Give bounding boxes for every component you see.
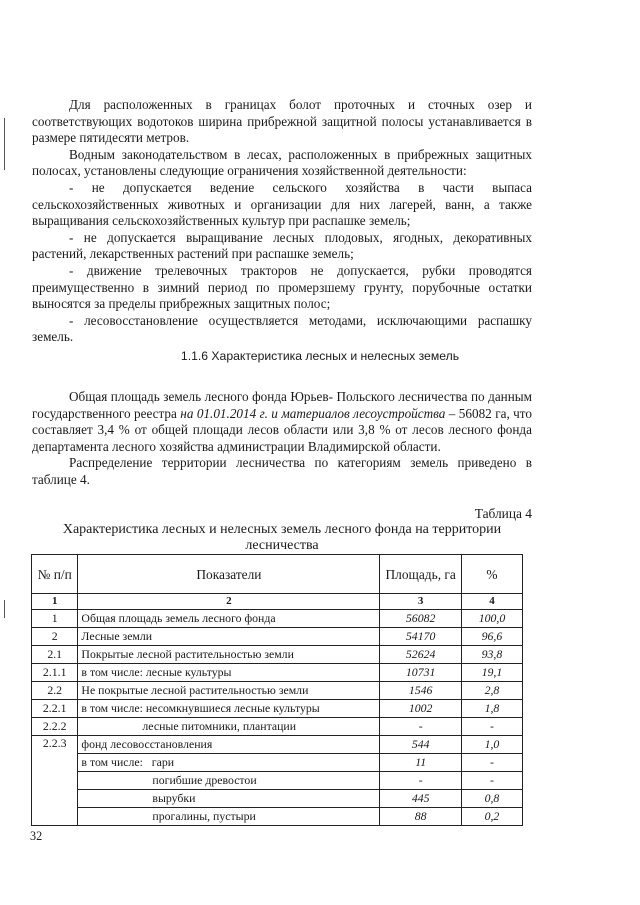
paragraph: - движение трелевочных тракторов не допускается, рубки проводятся преимущественно в зимний период по промерзшему грунту, порубочные остатки выносятся за пределы прибрежных защитных полос; xyxy=(32,262,532,312)
row-percent: 93,8 xyxy=(461,646,522,664)
row-area: 1002 xyxy=(380,700,462,718)
table-header-row xyxy=(32,555,523,594)
scan-edge-mark xyxy=(4,118,5,170)
paragraph: Водным законодательством в лесах, расположенных в прибрежных защитных полосах, установлены следующие ограничения хозяйственной деятельности: xyxy=(32,146,532,179)
row-label: Лесные земли xyxy=(78,628,380,646)
row-percent: 1,0 xyxy=(461,736,522,754)
row-label: фонд лесовосстановления xyxy=(78,736,380,754)
row-label: в том числе: несомкнувшиеся лесные культуры xyxy=(78,700,380,718)
row-percent: 100,0 xyxy=(461,610,522,628)
page-number: 32 xyxy=(30,829,43,843)
column-number-cell: 3 xyxy=(380,594,462,610)
row-area: 1546 xyxy=(380,682,462,700)
row-label: лесные питомники, плантации xyxy=(78,718,380,736)
column-number-cell: 1 xyxy=(32,594,78,610)
intro-italic-text: на 01.01.2014 г. и материалов лесоустройства xyxy=(180,405,446,421)
row-percent: - xyxy=(461,772,522,790)
column-number-cell: 2 xyxy=(78,594,380,610)
table-row xyxy=(32,754,523,772)
table-title-line: Характеристика лесных и нелесных земель лесного фонда на территории xyxy=(62,522,502,537)
table-row xyxy=(32,700,523,718)
row-area: 52624 xyxy=(380,646,462,664)
row-number: 2.2.2 xyxy=(32,718,78,736)
row-number: 2.1 xyxy=(32,646,78,664)
row-area: 445 xyxy=(380,790,462,808)
table-row xyxy=(32,718,523,736)
row-label: Покрытые лесной растительностью земли xyxy=(78,646,380,664)
row-percent: 1,8 xyxy=(461,700,522,718)
row-percent: - xyxy=(461,718,522,736)
row-label: Общая площадь земель лесного фонда xyxy=(78,610,380,628)
table-row xyxy=(32,736,523,754)
header-cell: Площадь, га xyxy=(380,555,462,594)
table-row xyxy=(32,790,523,808)
row-percent: 96,6 xyxy=(461,628,522,646)
row-area: 88 xyxy=(380,808,462,826)
row-percent: 19,1 xyxy=(461,664,522,682)
text-section-top xyxy=(32,97,532,346)
row-label: в том числе: лесные культуры xyxy=(78,664,380,682)
scan-edge-mark xyxy=(4,600,5,618)
row-label: Не покрытые лесной растительностью земли xyxy=(78,682,380,700)
table-row xyxy=(32,682,523,700)
row-number: 1 xyxy=(32,610,78,628)
column-number-cell: 4 xyxy=(461,594,522,610)
row-number: 2.1.1 xyxy=(32,664,78,682)
land-characteristics-table xyxy=(31,554,523,826)
table-row xyxy=(32,610,523,628)
table-label: Таблица 4 xyxy=(474,506,532,521)
table-row xyxy=(32,628,523,646)
row-label: погибшие древостои xyxy=(78,772,380,790)
paragraph: - не допускается выращивание лесных плодовых, ягодных, декоративных растений, лекарственных растений при распашке земель; xyxy=(32,229,532,262)
row-number: 2.2.3 xyxy=(32,736,78,826)
table-title-line: лесничества xyxy=(245,538,319,553)
paragraph: Для расположенных в границах болот проточных и сточных озер и соответствующих водотоков ширина прибрежной защитной полосы устанавливается в размере пятидесяти метров. xyxy=(32,97,532,146)
row-area: 11 xyxy=(380,754,462,772)
table-row xyxy=(32,808,523,826)
intro-text-end: – 56082 га, что составляет 3,4 % от общей площади лесов области или 3,8 % от лесов лесного фонда департамента лесного хозяйства администрации Владимирской области. xyxy=(32,405,532,454)
row-percent: 0,8 xyxy=(461,790,522,808)
row-area: 10731 xyxy=(380,664,462,682)
row-area: - xyxy=(380,718,462,736)
section-heading: 1.1.6 Характеристика лесных и нелесных земель xyxy=(180,349,460,363)
row-area: 56082 xyxy=(380,610,462,628)
paragraph-intro xyxy=(32,389,532,455)
row-number: 2.2 xyxy=(32,682,78,700)
row-area: - xyxy=(380,772,462,790)
row-label: вырубки xyxy=(78,790,380,808)
table-row xyxy=(32,646,523,664)
text-section-bottom xyxy=(32,389,532,489)
row-percent: 0,2 xyxy=(461,808,522,826)
table-title xyxy=(32,522,532,554)
row-number: 2 xyxy=(32,628,78,646)
row-area: 54170 xyxy=(380,628,462,646)
row-number: 2.2.1 xyxy=(32,700,78,718)
intro-text: Общая площадь земель лесного фонда Юрьев- Польского лесничества по данным государственного реестра xyxy=(32,389,532,421)
paragraph: - не допускается ведение сельского хозяйства в части выпаса сельскохозяйственных животных и организации для них лагерей, ванн, а также выращивания сельскохозяйственных культур при распашке земель; xyxy=(32,179,532,229)
column-number-row xyxy=(32,594,523,610)
header-cell: Показатели xyxy=(78,555,380,594)
header-cell: № п/п xyxy=(32,555,78,594)
row-percent: 2,8 xyxy=(461,682,522,700)
row-label: прогалины, пустыри xyxy=(78,808,380,826)
row-percent: - xyxy=(461,754,522,772)
paragraph: - лесовосстановление осуществляется методами, исключающими распашку земель. xyxy=(32,312,532,345)
table-row xyxy=(32,772,523,790)
header-cell: % xyxy=(461,555,522,594)
row-label: в том числе: гари xyxy=(78,754,380,772)
paragraph-distribution: Распределение территории лесничества по категориям земель приведено в таблице 4. xyxy=(32,455,532,487)
table-row xyxy=(32,664,523,682)
row-area: 544 xyxy=(380,736,462,754)
